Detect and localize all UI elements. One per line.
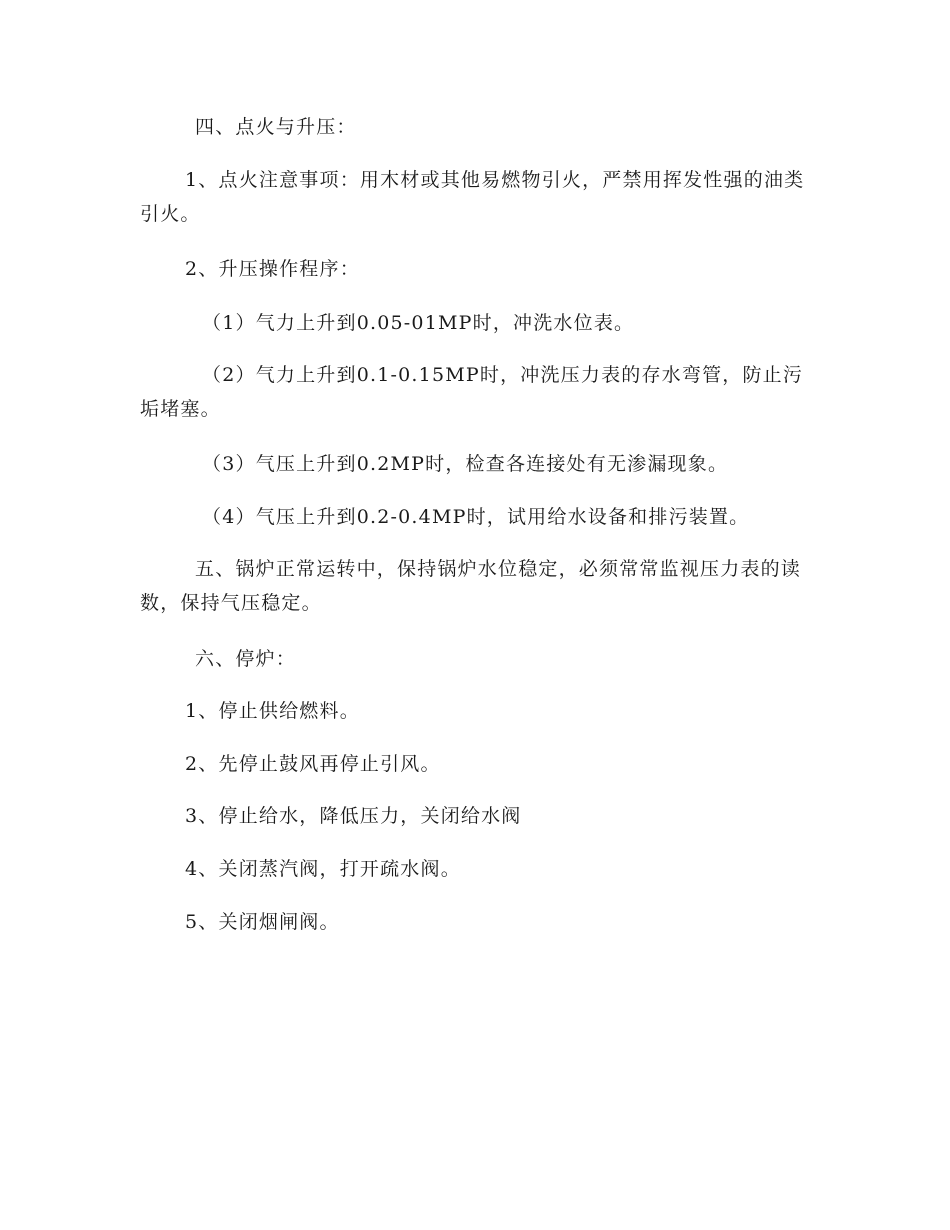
shutdown-item-1: 1、停止供给燃料。 <box>185 700 360 722</box>
step-2: （2）气力上升到0.1-0.15MP时，冲洗压力表的存水弯管，防止污垢堵塞。 <box>140 364 804 420</box>
shutdown-item-5: 5、关闭烟闸阀。 <box>185 911 340 933</box>
shutdown-item-3: 3、停止给水，降低压力，关闭给水阀 <box>185 805 522 827</box>
step-1: （1）气力上升到0.05-01MP时，冲洗水位表。 <box>202 312 635 334</box>
step-3: （3）气压上升到0.2MP时，检查各连接处有无渗漏现象。 <box>202 453 729 475</box>
section-heading-shutdown: 六、停炉： <box>195 648 297 670</box>
paragraph-pressure-procedure: 2、升压操作程序： <box>185 258 360 280</box>
section-heading-normal-operation: 五、锅炉正常运转中，保持锅炉水位稳定，必须常常监视压力表的读数，保持气压稳定。 <box>140 558 802 614</box>
section-heading-ignition: 四、点火与升压： <box>195 116 357 138</box>
step-4: （4）气压上升到0.2-0.4MP时，试用给水设备和排污装置。 <box>202 506 750 528</box>
paragraph-ignition-notes: 1、点火注意事项：用木材或其他易燃物引火，严禁用挥发性强的油类引火。 <box>140 169 805 225</box>
shutdown-item-4: 4、关闭蒸汽阀，打开疏水阀。 <box>185 858 461 880</box>
shutdown-item-2: 2、先停止鼓风再停止引风。 <box>185 753 441 775</box>
